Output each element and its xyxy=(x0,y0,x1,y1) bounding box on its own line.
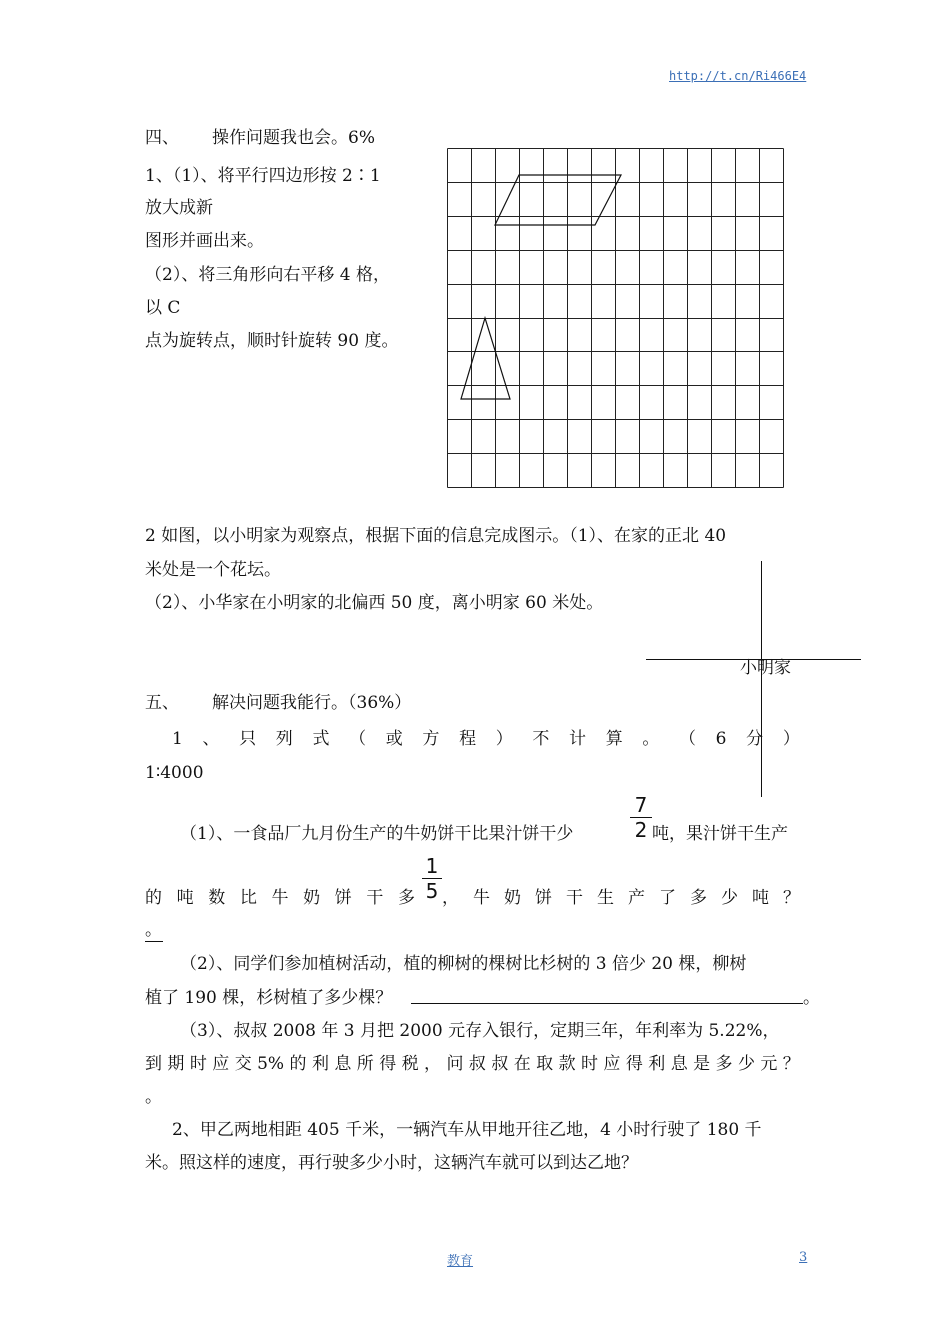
s5-p1-text-b: 吨，果汁饼干生产 xyxy=(652,824,788,844)
triangle-shape xyxy=(461,318,510,399)
s4-q1-line3: 图形并画出来。 xyxy=(145,231,264,251)
s5-p2-period: 。 xyxy=(803,988,820,1008)
fraction-7-2: 7 2 xyxy=(630,794,652,841)
s5-p3-period: 。 xyxy=(145,1087,162,1107)
compass-vertical-line xyxy=(761,561,762,797)
s5-p1-text-a: （1）、一食品厂九月份生产的牛奶饼干比果汁饼干少 xyxy=(180,824,574,844)
s5-scale: 1∶4000 xyxy=(145,763,204,783)
s4-q1-line4: （2）、将三角形向右平移 4 格， xyxy=(145,265,390,285)
header-link[interactable]: http://t.cn/Ri466E4 xyxy=(669,69,807,83)
s4-q2-line2: 米处是一个花坛。 xyxy=(145,560,281,580)
s5-p2-line2: 植了 190 棵，杉树植了多少棵？ xyxy=(145,988,393,1008)
fraction-1-5: 1 5 xyxy=(422,855,442,902)
compass-label: 小明家 xyxy=(740,658,791,678)
s4-q1-line2: 放大成新 xyxy=(145,198,213,218)
section5-number: 五、 xyxy=(145,693,179,713)
s4-q1-line5: 以 C xyxy=(145,298,181,318)
s4-q2-line3: （2）、小华家在小明家的北偏西 50 度，离小明家 60 米处。 xyxy=(145,593,604,613)
footer-center-link[interactable]: 教育 xyxy=(447,1254,474,1269)
s5-q2-line1: 2、甲乙两地相距 405 千米，一辆汽车从甲地开往乙地，4 小时行驶了 180 千 xyxy=(172,1120,762,1140)
s4-q1-line6: 点为旋转点，顺时针旋转 90 度。 xyxy=(145,331,399,351)
s5-q2-line2: 米。照这样的速度，再行驶多少小时，这辆汽车就可以到达乙地？ xyxy=(145,1153,638,1173)
s4-q2-line1: 2 如图，以小明家为观察点，根据下面的信息完成图示。（1）、在家的正北 40 xyxy=(145,526,727,546)
page-number: 3 xyxy=(799,1250,808,1265)
s5-p1-answer-period: 。 xyxy=(145,920,162,940)
section4-number: 四、 xyxy=(145,128,179,148)
s5-p1-line2-b: ， 牛 奶 饼 干 生 产 了 多 少 吨 ？ xyxy=(442,888,800,908)
drawing-grid xyxy=(447,148,784,488)
s4-q1-line1: 1、（1）、将平行四边形按 2∶1 xyxy=(145,166,381,186)
section5-heading: 解决问题我能行。（36%） xyxy=(212,693,412,713)
s5-p3-line1: （3）、叔叔 2008 年 3 月把 2000 元存入银行，定期三年，年利率为 5.22%， xyxy=(180,1021,780,1041)
s5-p2-answer-line[interactable] xyxy=(411,1003,803,1004)
s5-q1-instruction: 1 、 只 列 式 （ 或 方 程 ） 不 计 算 。 （ 6 分 ） xyxy=(172,729,800,749)
s5-p2-line1: （2）、同学们参加植树活动，植的柳树的棵树比杉树的 3 倍少 20 棵，柳树 xyxy=(180,954,747,974)
section4-heading: 操作问题我也会。6% xyxy=(212,128,375,148)
s5-p1-line2-a: 的 吨 数 比 牛 奶 饼 干 多 xyxy=(145,888,415,908)
s5-p3-line2: 到 期 时 应 交 5% 的 利 息 所 得 税 ， 问 叔 叔 在 取 款 时 应 得 利 息 是 多 少 元 ？ xyxy=(145,1054,800,1074)
